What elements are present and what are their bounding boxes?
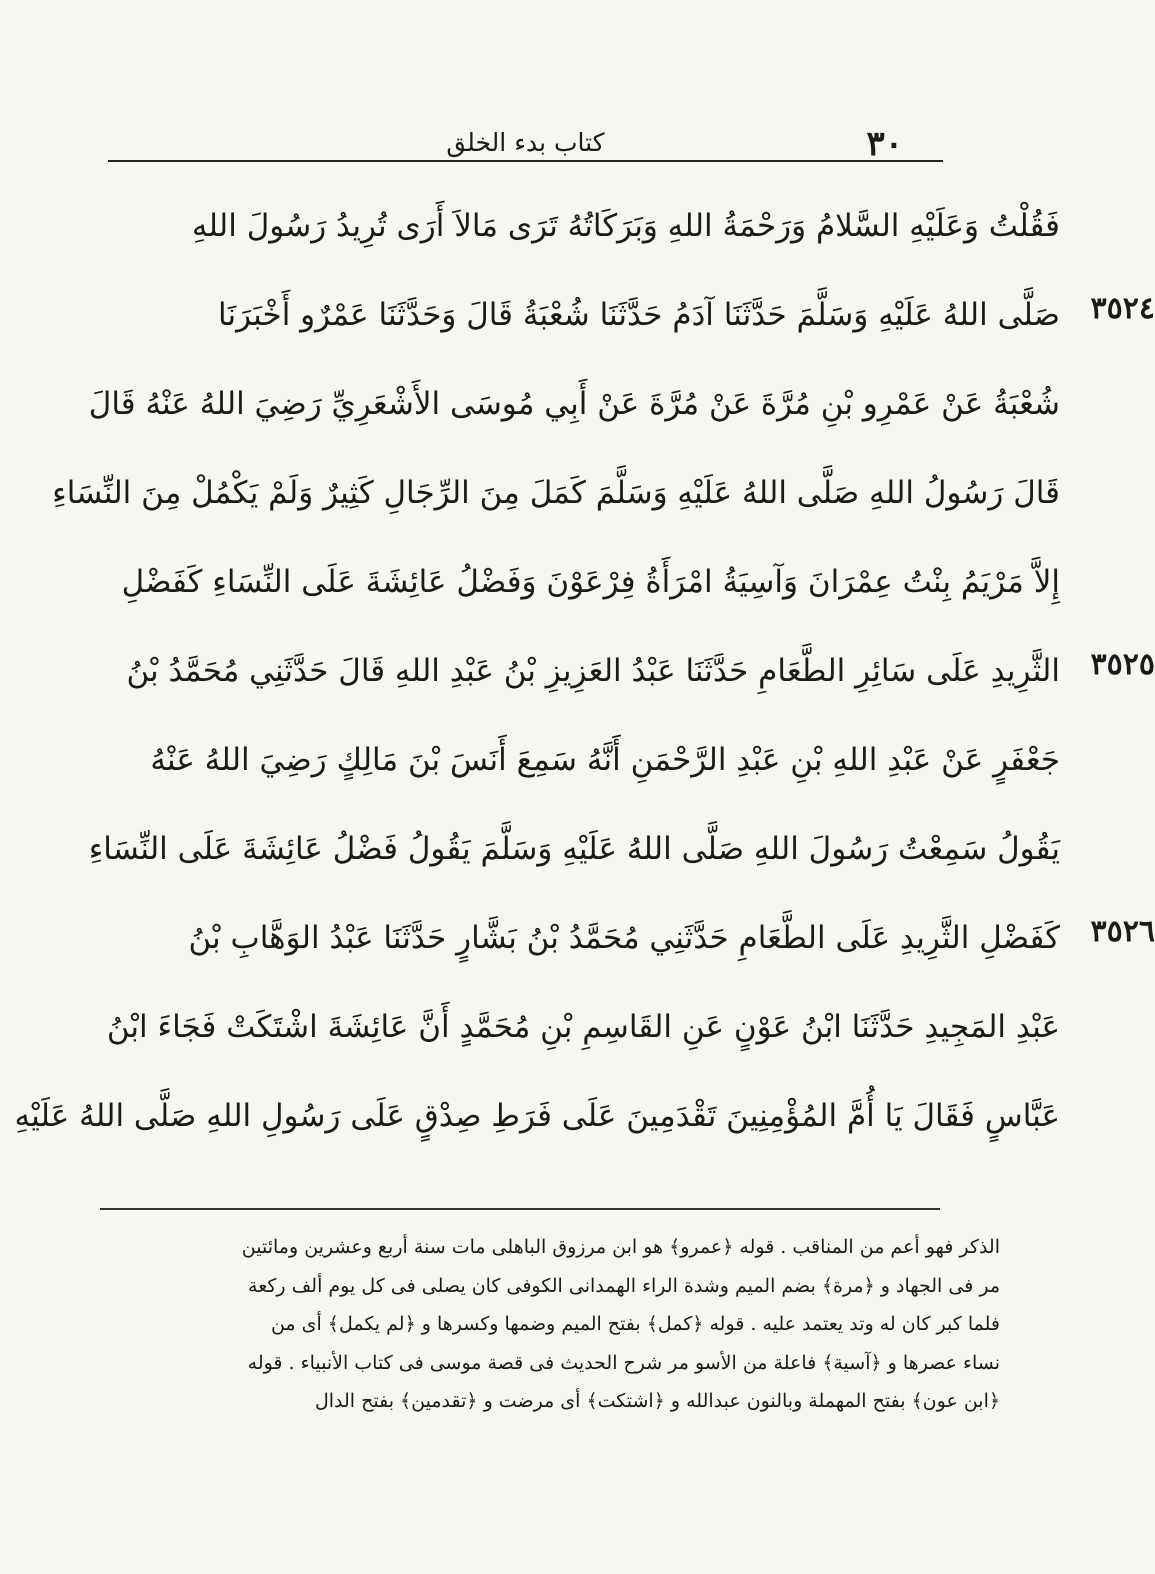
line-text: عَبْدِ المَجِيدِ حَدَّثَنَا ابْنُ عَوْنٍ عَنِ القَاسِمِ بْنِ مُحَمَّدٍ أَنَّ عَائِشَةَ اشْتَكَتْ فَجَاءَ ابْنُ	[106, 1009, 1060, 1045]
text-line	[100, 552, 1060, 641]
line-text: الثَّرِيدِ عَلَى سَائِرِ الطَّعَامِ حَدَّثَنَا عَبْدُ العَزِيزِ بْنُ عَبْدِ اللهِ قَالَ حَدَّثَنِي مُحَمَّدُ بْنُ	[126, 653, 1060, 689]
text-line	[52, 463, 1060, 552]
line-text: يَقُولُ سَمِعْتُ رَسُولَ اللهِ صَلَّى اللهُ عَلَيْهِ وَسَلَّمَ يَقُولُ فَضْلُ عَائِشَةَ عَلَى النِّسَاءِ	[88, 831, 1060, 867]
line-text: إِلاَّ مَرْيَمُ بِنْتُ عِمْرَانَ وَآسِيَةُ امْرَأَةُ فِرْعَوْنَ وَفَضْلُ عَائِشَةَ عَلَى النِّسَاءِ كَفَضْلِ	[121, 564, 1060, 600]
footnote-line: مر فى الجهاد و ﴿مرة﴾ بضم الميم وشدة الراء الهمدانى الكوفى كان يصلى فى كل يوم ألف ركعة	[248, 1274, 1000, 1297]
line-text: قَالَ رَسُولُ اللهِ صَلَّى اللهُ عَلَيْهِ وَسَلَّمَ كَمَلَ مِنَ الرِّجَالِ كَثِيرٌ وَلَمْ يَكْمُلْ مِنَ النِّسَاءِ	[52, 475, 1060, 511]
text-line	[100, 908, 1155, 997]
text-line	[100, 196, 1060, 285]
page-header	[108, 120, 943, 164]
text-line	[88, 374, 1060, 463]
text-line	[100, 285, 1155, 374]
footnote-line: نساء عصرها و ﴿آسية﴾ فاعلة من الأسو مر شرح الحديث فى قصة موسى فى كتاب الأنبياء . قوله	[247, 1351, 1000, 1374]
footnote-line: ﴿ابن عون﴾ بفتح المهملة وبالنون عبدالله و ﴿اشتكت﴾ أى مرضت و ﴿تقدمين﴾ بفتح الدال	[314, 1390, 1000, 1412]
footnote-line: فلما كبر كان له وتد يعتمد عليه . قوله ﴿كمل﴾ بفتح الميم وضمها وكسرها و ﴿لم يكمل﴾ أى من	[270, 1313, 1000, 1335]
footnote-rule	[100, 1208, 940, 1210]
line-text: شُعْبَةُ عَنْ عَمْرِو بْنِ مُرَّةَ عَنْ مُرَّةَ عَنْ أَبِي مُوسَى الأَشْعَرِيِّ رَضِيَ اللهُ عَنْهُ قَالَ	[88, 386, 1060, 422]
text-line	[100, 997, 1060, 1086]
footnote-line: الذكر فهو أعم من المناقب . قوله ﴿عمرو﴾ هو ابن مرزوق الباهلى مات سنة أربع وعشرين ومائتين	[241, 1236, 1000, 1258]
line-text: فَقُلْتُ وَعَلَيْهِ السَّلامُ وَرَحْمَةُ اللهِ وَبَرَكَاتُهُ تَرَى مَالاَ أَرَى تُرِيدُ رَسُولَ اللهِ	[191, 208, 1060, 244]
body-text	[14, 196, 1155, 1175]
text-line	[88, 819, 1060, 908]
line-text: عَبَّاسٍ فَقَالَ يَا أُمَّ المُؤْمِنِينَ تَقْدَمِينَ عَلَى فَرَطِ صِدْقٍ عَلَى رَسُولِ اللهِ صَلَّى اللهُ عَلَيْهِ	[14, 1098, 1060, 1134]
hadith-number: ٣٥٢٦	[1090, 914, 1155, 949]
hadith-number: ٣٥٢٤	[1090, 291, 1155, 326]
hadith-number: ٣٥٢٥	[1090, 647, 1155, 682]
book-title: كتاب بدء الخلق	[446, 128, 605, 157]
text-line	[100, 641, 1155, 730]
line-text: صَلَّى اللهُ عَلَيْهِ وَسَلَّمَ حَدَّثَنَا آدَمُ حَدَّثَنَا شُعْبَةُ قَالَ وَحَدَّثَنَا عَمْرٌو أَخْبَرَنَا	[218, 297, 1060, 333]
line-text: جَعْفَرٍ عَنْ عَبْدِ اللهِ بْنِ عَبْدِ الرَّحْمَنِ أَنَّهُ سَمِعَ أَنَسَ بْنَ مَالِكٍ رَضِيَ اللهُ عَنْهُ	[150, 742, 1060, 778]
page-number: ٣٠	[866, 124, 903, 164]
text-line	[14, 1086, 1060, 1175]
text-line	[100, 730, 1060, 819]
footnotes	[100, 1228, 1000, 1421]
header-rule	[108, 160, 943, 162]
line-text: كَفَضْلِ الثَّرِيدِ عَلَى الطَّعَامِ حَدَّثَنِي مُحَمَّدُ بْنُ بَشَّارٍ حَدَّثَنَا عَبْدُ الوَهَّابِ بْنُ	[188, 920, 1060, 956]
